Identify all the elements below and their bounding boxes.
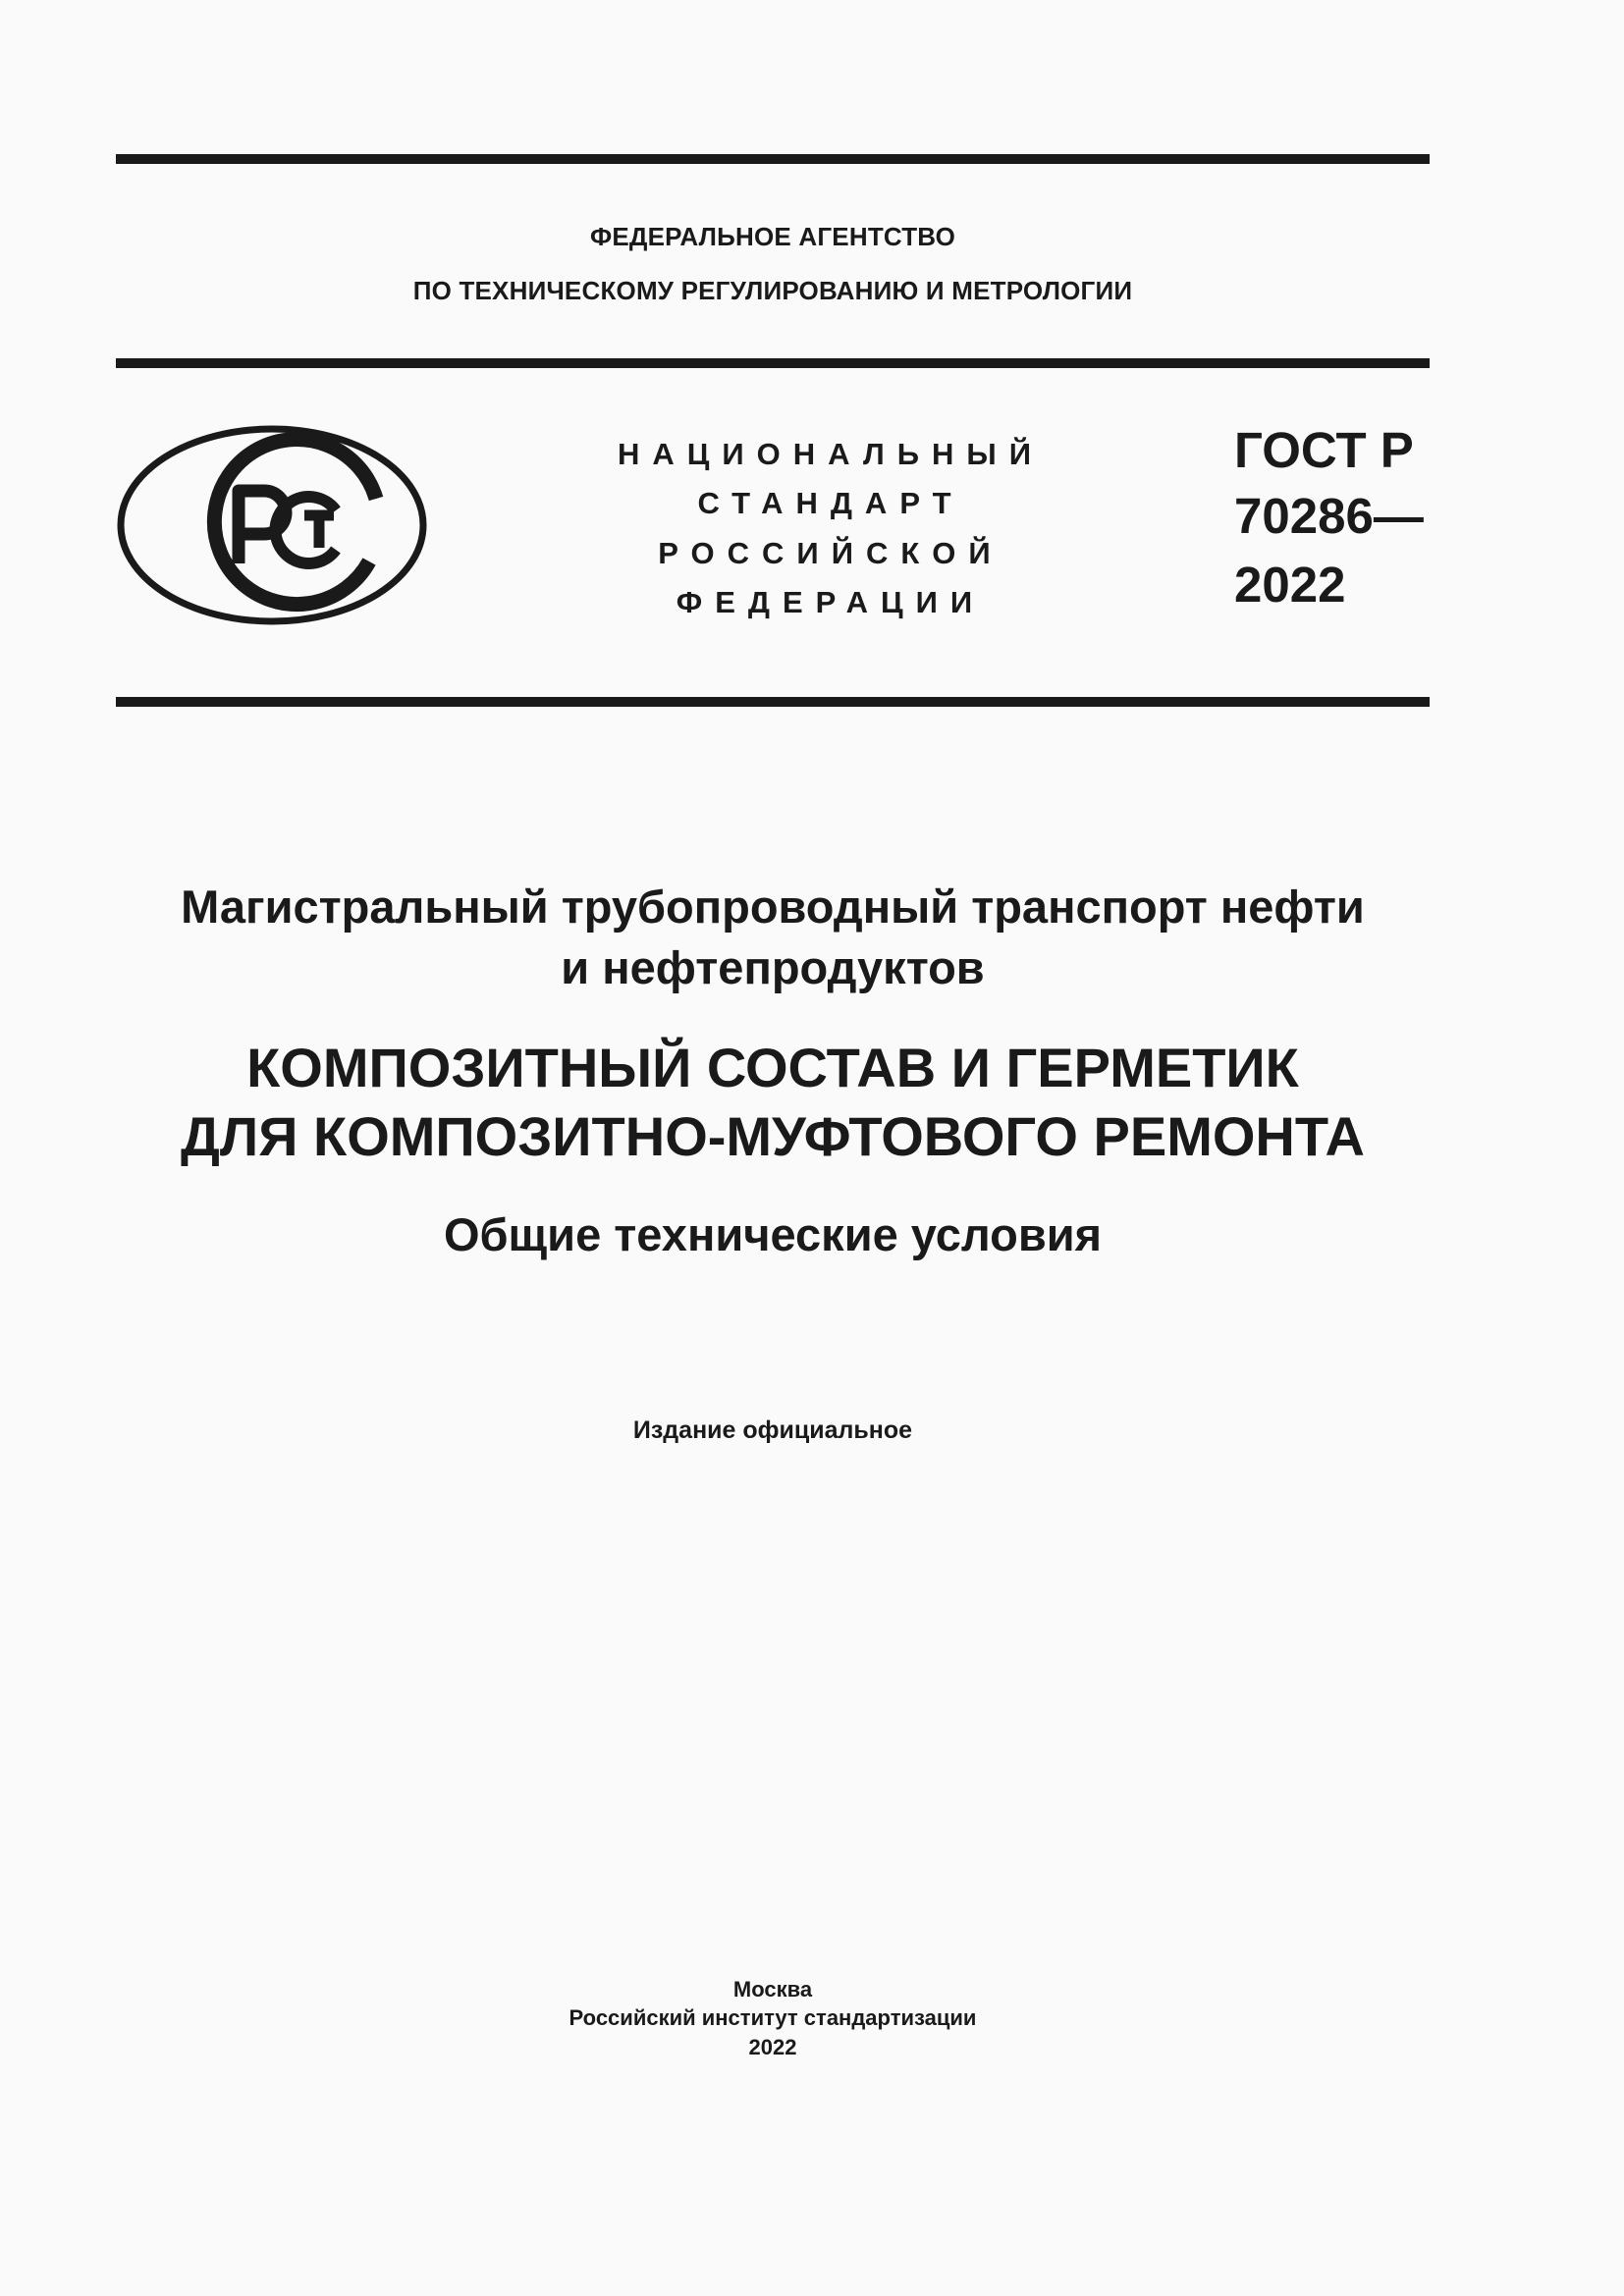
agency-name-line-2: ПО ТЕХНИЧЕСКОМУ РЕГУЛИРОВАНИЮ И МЕТРОЛОГИИ <box>412 276 1133 305</box>
designation-rule <box>116 697 1430 707</box>
gost-designation-line-2: 70286— <box>1234 488 1424 544</box>
document-conditions: Общие технические условия <box>443 1208 1103 1260</box>
agency-name-line-1: ФЕДЕРАЛЬНОЕ АГЕНТСТВО <box>589 222 956 251</box>
national-standard-line-3: РОССИЙСКОЙ <box>658 536 1003 570</box>
document-subtitle-line-2: и нефтепродуктов <box>561 941 985 993</box>
national-standard-line-2: СТАНДАРТ <box>697 486 964 520</box>
publication-year: 2022 <box>748 2035 797 2059</box>
gost-designation-line-1: ГОСТ Р <box>1234 422 1414 478</box>
document-title-line-1: КОМПОЗИТНЫЙ СОСТАВ И ГЕРМЕТИК <box>246 1037 1299 1098</box>
edition-label: Издание официальное <box>632 1416 913 1444</box>
gost-designation-line-3: 2022 <box>1234 557 1346 613</box>
national-standard-line-4: ФЕДЕРАЦИИ <box>676 585 986 619</box>
national-standard-line-1: НАЦИОНАЛЬНЫЙ <box>617 437 1045 471</box>
document-subtitle-line-1: Магистральный трубопроводный транспорт нефти <box>181 881 1365 933</box>
publication-city: Москва <box>732 1977 813 2002</box>
document-title-line-2: ДЛЯ КОМПОЗИТНО-МУФТОВОГО РЕМОНТА <box>181 1105 1365 1167</box>
publisher-name: Российский институт стандартизации <box>568 2005 977 2030</box>
rst-certification-mark-icon <box>116 424 428 626</box>
header-rule <box>116 358 1430 368</box>
top-rule <box>116 154 1430 164</box>
